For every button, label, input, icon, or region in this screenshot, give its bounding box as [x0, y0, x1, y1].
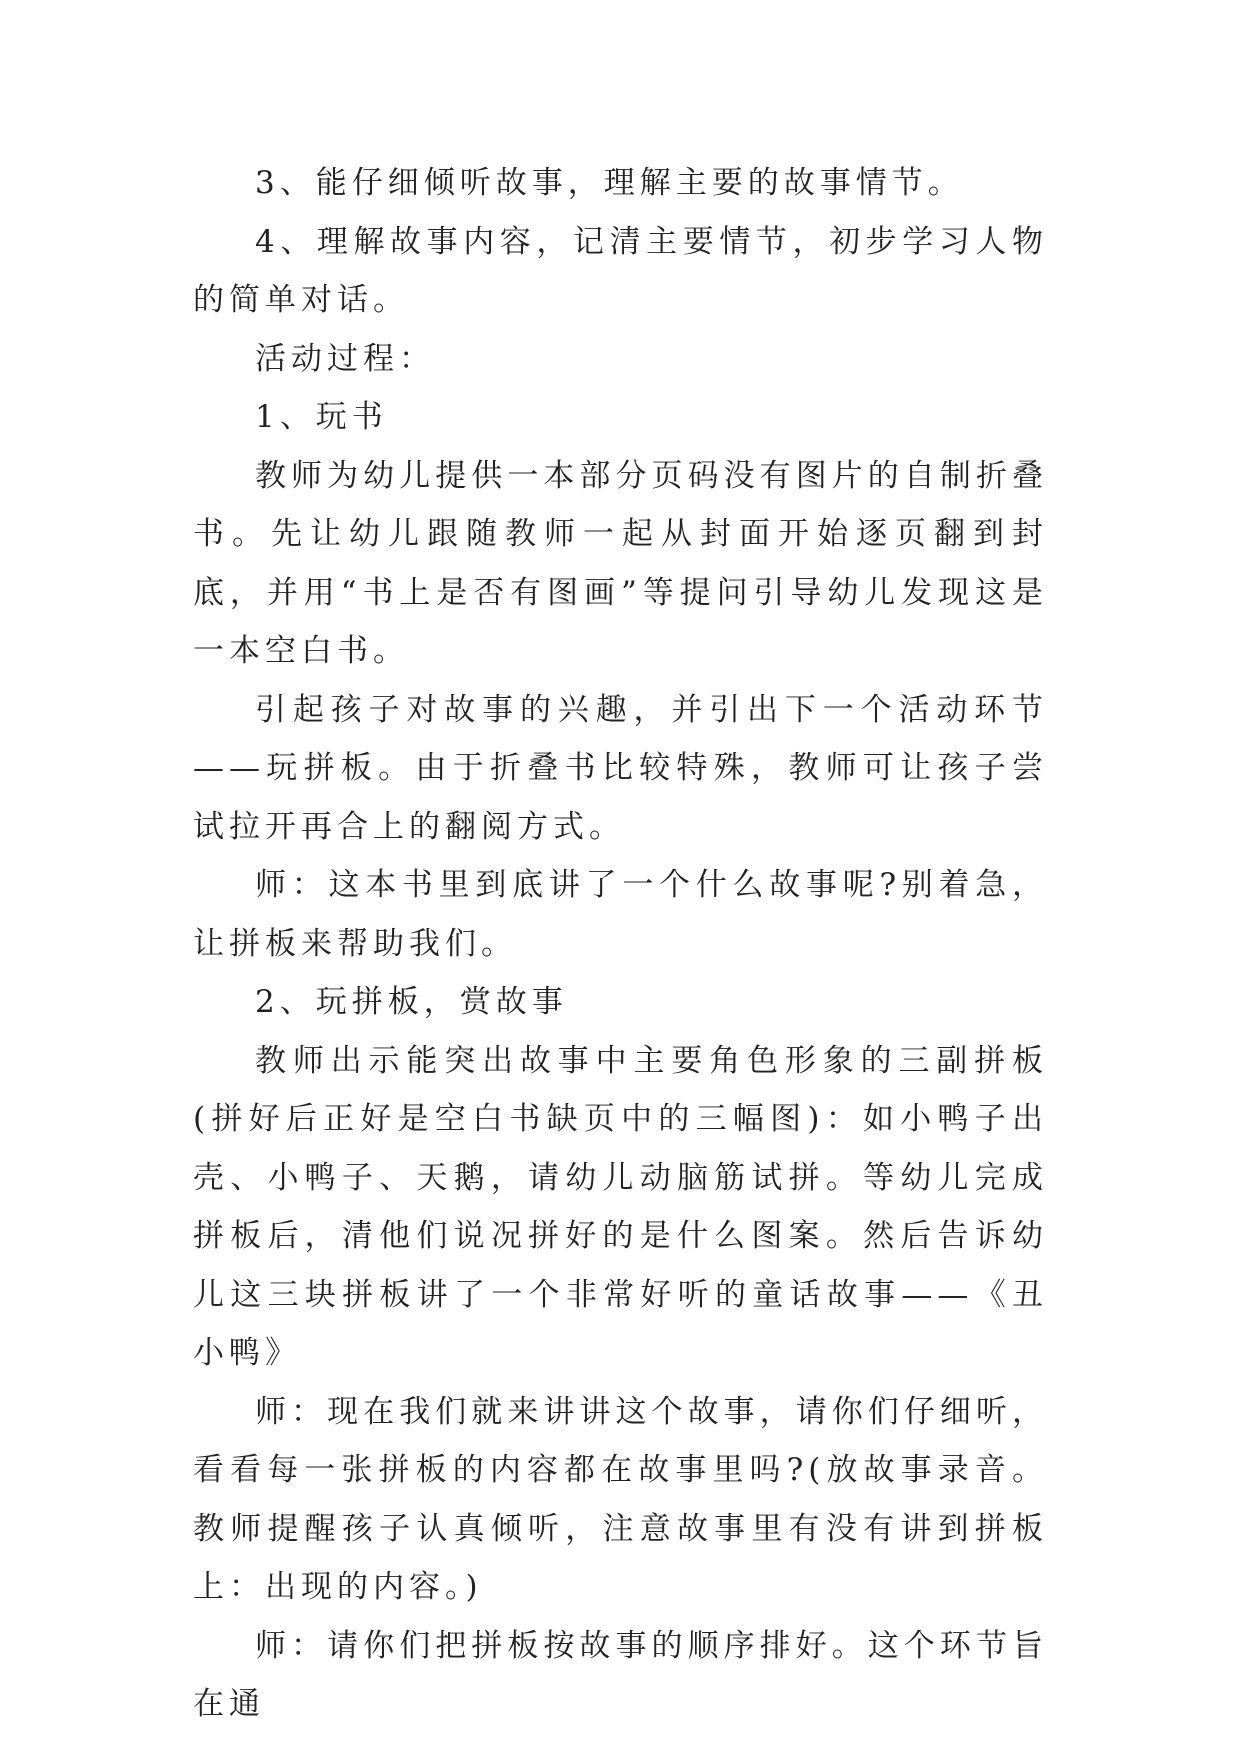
document-body — [193, 154, 1048, 1734]
paragraph-teacher-dialogue-3: 师：请你们把拼板按故事的顺序排好。这个环节旨在通 — [193, 1627, 1048, 1722]
section-heading-activity-process: 活动过程： — [255, 340, 435, 377]
paragraph-objective-3: 3、能仔细倾听故事，理解主要的故事情节。 — [255, 165, 964, 201]
paragraph-step-1-interest: 引起孩子对故事的兴趣，并引出下一个活动环节——玩拼板。由于折叠书比较特殊，教师可让孩子尝试拉开再合上的翻阅方式。 — [193, 691, 1048, 845]
step-heading-2: 2、玩拼板，赏故事 — [255, 984, 568, 1020]
paragraph-teacher-dialogue-1: 师：这本书里到底讲了一个什么故事呢?别着急，让拼板来帮助我们。 — [193, 867, 1048, 962]
paragraph-step-1-description: 教师为幼儿提供一本部分页码没有图片的自制折叠书。先让幼儿跟随教师一起从封面开始逐页翻到封底，并用“书上是否有图画”等提问引导幼儿发现这是一本空白书。 — [193, 457, 1048, 669]
paragraph-step-2-description: 教师出示能突出故事中主要角色形象的三副拼板(拼好后正好是空白书缺页中的三幅图)：如小鸭子出壳、小鸭子、天鹅，请幼儿动脑筋试拼。等幼儿完成拼板后，清他们说况拼好的是什么图案。然后告诉幼儿这三块拼板讲了一个非常好听的童话故事——《丑小鸭》 — [193, 1042, 1048, 1371]
paragraph-objective-4: 4、理解故事内容，记清主要情节，初步学习人物的简单对话。 — [193, 223, 1048, 318]
step-heading-1: 1、玩书 — [255, 399, 388, 435]
paragraph-teacher-dialogue-2: 师：现在我们就来讲讲这个故事，请你们仔细听，看看每一张拼板的内容都在故事里吗?(放故事录音。教师提醒孩子认真倾听，注意故事里有没有讲到拼板上：出现的内容。) — [193, 1393, 1048, 1605]
